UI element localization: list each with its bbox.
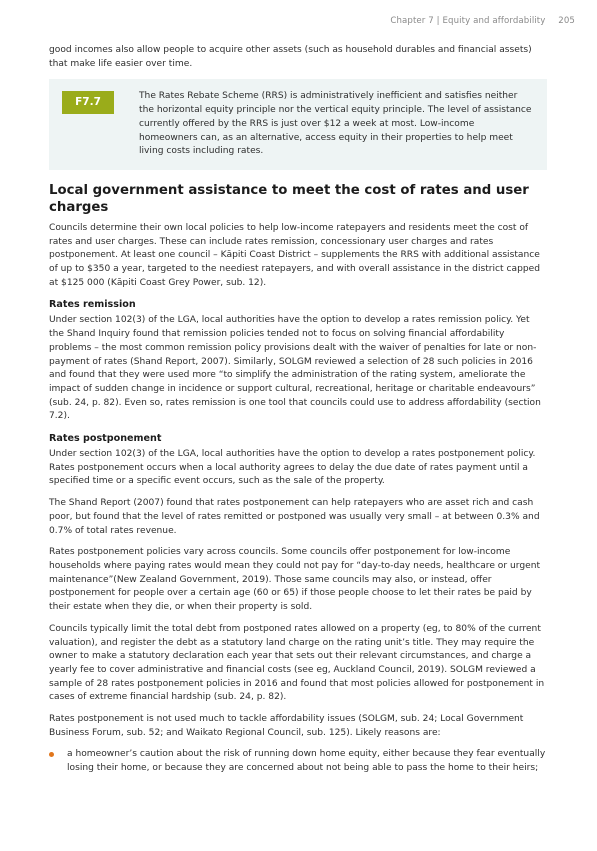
postponement-paragraph: Rates postponement is not used much to tackle affordability issues (SOLGM, sub. 24; Local Government Business Forum, sub. 52; and Waikato Regional Council, sub. 125). Likely reasons are: <box>49 714 524 738</box>
page-content <box>49 44 547 776</box>
list-item <box>49 748 547 775</box>
finding-label: F7.7 <box>62 91 114 114</box>
section-intro-paragraph: Councils determine their own local policies to help low-income ratepayers and residents meet the cost of rates and user charges. These can include rates remission, concessionary user charges and rates postponement. At least one council – Kāpiti Coast District – supplements the RRS with additional assistance of up to $350 a year, targeted to the neediest ratepayers, and with overall assistance in the district capped at $125 000 (Kāpiti Coast Grey Power, sub. 12). <box>49 222 540 288</box>
page-number: 205 <box>558 16 575 26</box>
running-header <box>390 16 575 26</box>
postponement-paragraph: Rates postponement policies vary across councils. Some councils offer postponement for low-income households where paying rates would mean they could not pay for “day-to-day needs, healthcare or urgent maintenance”(New Zealand Government, 2019). Those same councils may also, or instead, offer postponement for people over a certain age (60 or 65) if those people choose to let their rates be paid by their estate when they die, or when their property is sold. <box>49 547 541 613</box>
reasons-list <box>49 748 547 775</box>
finding-box <box>49 79 547 170</box>
rates-remission-heading: Rates remission <box>49 299 136 311</box>
running-title: Chapter 7 | Equity and affordability <box>390 16 546 26</box>
intro-paragraph: good incomes also allow people to acquire other assets (such as household durables and financial assets) that make life easier over time. <box>49 45 532 69</box>
bullet-icon <box>49 752 54 757</box>
finding-text: The Rates Rebate Scheme (RRS) is administratively inefficient and satisfies neither the horizontal equity principle nor the vertical equity principle. The level of assistance currently offered by the RRS is just over $12 a week at most. Low-income homeowners can, as an alternative, access equity in their properties to help meet living costs including rates. <box>139 91 532 157</box>
rates-postponement-heading: Rates postponement <box>49 433 162 445</box>
postponement-paragraph: Under section 102(3) of the LGA, local authorities have the option to develop a rates postponement policy. Rates postponement occurs when a local authority agrees to delay the due date of rates payment until a specified time or a specific event occurs, such as the sale of the property. <box>49 449 536 487</box>
list-item-text: a homeowner’s caution about the risk of running down home equity, either because they fear eventually losing their home, or because they are concerned about not being able to pass the home to their heirs; <box>67 749 546 774</box>
rates-remission-paragraph: Under section 102(3) of the LGA, local authorities have the option to develop a rates remission policy. Yet the Shand Inquiry found that remission policies tended not to focus on solving financial affordability problems – the most common remission policy provisions dealt with the waiver of penalties for late or non-payment of rates (Shand Report, 2007). Similarly, SOLGM reviewed a selection of 28 such policies in 2016 and found that they were used more “to simplify the administration of the rating system, ameliorate the impact of sudden change in incidence or support cultural, recreational, heritage or charitable endeavours” (sub. 24, p. 82). Even so, rates remission is one tool that councils could use to address affordability (section 7.2). <box>49 315 541 422</box>
postponement-paragraph: Councils typically limit the total debt from postponed rates allowed on a property (eg, to 80% of the current valuation), and register the debt as a statutory land charge on the rating unit’s title. They may require the owner to make a statutory declaration each year that sets out their relevant circumstances, and charge a yearly fee to cover administrative and financial costs (see eg, Auckland Council, 2019). SOLGM reviewed a sample of 28 rates postponement policies in 2016 and found that most policies allowed for postponement in cases of extreme financial hardship (sub. 24, p. 82). <box>49 623 545 703</box>
postponement-paragraph: The Shand Report (2007) found that rates postponement can help ratepayers who are asset rich and cash poor, but found that the level of rates remitted or postponed was usually very small – at between 0.3% and 0.7% of total rates revenue. <box>49 498 540 536</box>
section-heading: Local government assistance to meet the cost of rates and user charges <box>49 182 529 215</box>
